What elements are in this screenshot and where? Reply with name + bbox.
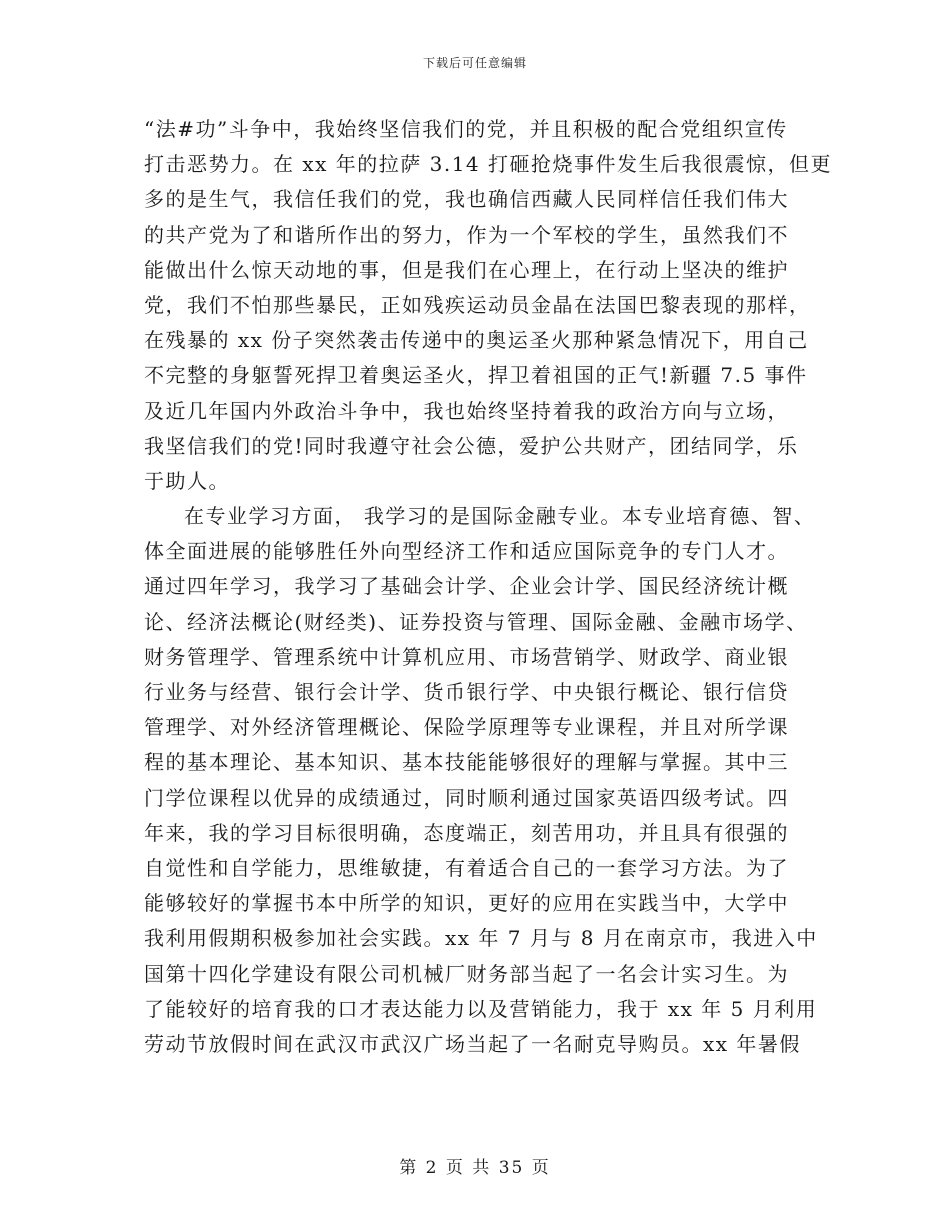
text-line: 能够较好的掌握书本中所学的知识，更好的应用在实践当中，大学中: [144, 891, 789, 916]
text-line: 财务管理学、管理系统中计算机应用、市场营销学、财政学、商业银: [144, 644, 789, 669]
text-line: 年来，我的学习目标很明确，态度端正，刻苦用功，并且具有很强的: [144, 820, 789, 845]
text-line: 多的是生气，我信任我们的党，我也确信西藏人民同样信任我们伟大: [144, 187, 789, 212]
text-line: 行业务与经营、银行会计学、货币银行学、中央银行概论、银行信贷: [144, 680, 789, 704]
text-line: 我利用假期积极参加社会实践。xx 年 7 月与 8 月在南京市，我进入中: [144, 926, 818, 951]
text-line: 国第十四化学建设有限公司机械厂财务部当起了一名会计实习生。为: [144, 961, 789, 986]
text-line: 在残暴的 xx 份子突然袭击传递中的奥运圣火那种紧急情况下，用自己: [144, 328, 809, 353]
text-line: 我坚信我们的党!同时我遵守社会公德，爱护公共财产，团结同学，乐: [144, 433, 799, 458]
text-line: 门学位课程以优异的成绩通过，同时顺利通过国家英语四级考试。四: [144, 785, 789, 810]
text-line: 程的基本理论、基本知识、基本技能能够很好的理解与掌握。其中三: [144, 750, 789, 775]
text-line: 及近几年国内外政治斗争中，我也始终坚持着我的政治方向与立场，: [144, 398, 789, 423]
text-line: “法#功”斗争中，我始终坚信我们的党，并且积极的配合党组织宣传: [144, 117, 788, 141]
page-number-footer: 第 2 页 共 35 页: [399, 1158, 551, 1178]
text-line: 体全面进展的能够胜任外向型经济工作和适应国际竞争的专门人才。: [144, 539, 789, 564]
text-line: 了能较好的培育我的口才表达能力以及营销能力，我于 xx 年 5 月利用: [144, 996, 818, 1021]
text-line: 不完整的身躯誓死捍卫着奥运圣火，捍卫着祖国的正气!新疆 7.5 事件: [144, 363, 808, 388]
text-line: 能做出什么惊天动地的事，但是我们在心理上，在行动上坚决的维护: [144, 257, 789, 282]
text-line: 劳动节放假时间在武汉市武汉广场当起了一名耐克导购员。xx 年暑假: [144, 1031, 801, 1056]
page-header-note: 下载后可任意编辑: [422, 56, 527, 70]
text-line: 的共产党为了和谐所作出的努力，作为一个军校的学生，虽然我们不: [144, 222, 789, 247]
paragraph-first-line: 在专业学习方面， 我学习的是国际金融专业。本专业培育德、智、: [184, 504, 816, 529]
document-body: [144, 112, 844, 1062]
text-line: 通过四年学习，我学习了基础会计学、企业会计学、国民经济统计概: [144, 574, 789, 599]
text-line: 于助人。: [144, 468, 230, 493]
text-line: 党，我们不怕那些暴民，正如残疾运动员金晶在法国巴黎表现的那样，: [144, 292, 811, 317]
text-line: 管理学、对外经济管理概论、保险学原理等专业课程，并且对所学课: [144, 715, 789, 740]
text-line: 打击恶势力。在 xx 年的拉萨 3.14 打砸抢烧事件发生后我很震惊，但更: [144, 152, 833, 177]
text-line: 自觉性和自学能力，思维敏捷，有着适合自己的一套学习方法。为了: [144, 855, 789, 880]
text-line: 论、经济法概论(财经类)、证券投资与管理、国际金融、金融市场学、: [144, 609, 808, 634]
